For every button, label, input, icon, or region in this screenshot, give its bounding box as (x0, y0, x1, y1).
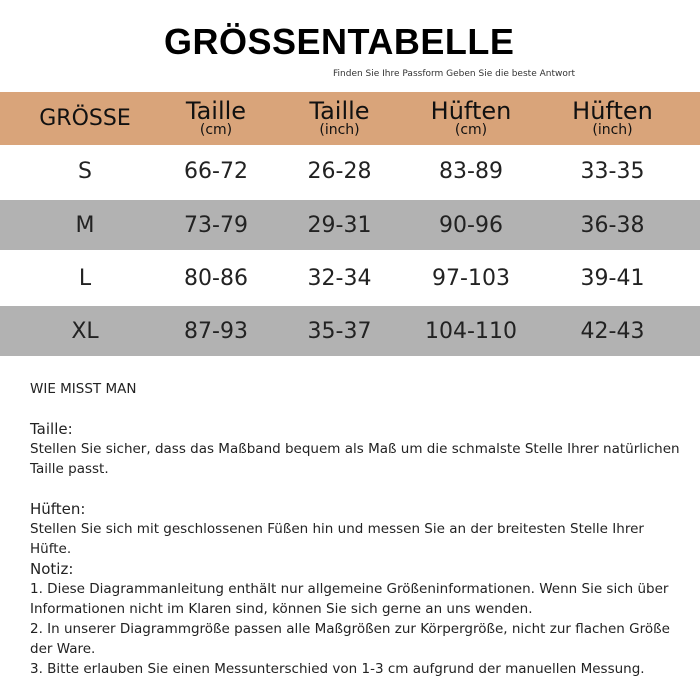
table-row (0, 253, 700, 303)
cell-hip-cm: 97-103 (432, 265, 510, 291)
cell-size: M (75, 212, 95, 238)
table-row (0, 200, 700, 250)
cell-waist-inch: 26-28 (307, 158, 372, 184)
header-hip-cm: Hüften (cm) (430, 97, 512, 138)
cell-waist-inch: 29-31 (307, 212, 372, 238)
page-subtitle: Finden Sie Ihre Passform Geben Sie die beste Antwort (333, 69, 576, 79)
cell-hip-inch: 39-41 (580, 265, 645, 291)
cell-waist-inch: 35-37 (307, 318, 372, 344)
size-table (0, 92, 700, 356)
cell-size: S (78, 158, 92, 184)
cell-hip-cm: 90-96 (439, 212, 503, 238)
note-item: 1. Diese Diagrammanleitung enthält nur allgemeine Größeninformationen. Wenn Sie sich über Informationen nicht im Klaren sind, können Sie sich gerne an uns wenden. (30, 581, 669, 617)
cell-size: L (78, 265, 92, 291)
cell-waist-inch: 32-34 (307, 265, 372, 291)
hip-text: Stellen Sie sich mit geschlossenen Füßen hin und messen Sie an der breitesten Stelle Ihrer Hüfte. (30, 521, 644, 557)
cell-hip-inch: 33-35 (580, 158, 645, 184)
note-item: 2. In unserer Diagrammgröße passen alle Maßgrößen zur Körpergröße, nicht zur flachen Größe der Ware. (30, 621, 670, 657)
cell-waist-cm: 87-93 (184, 318, 248, 344)
table-row (0, 306, 700, 356)
cell-hip-cm: 83-89 (439, 158, 503, 184)
cell-waist-cm: 66-72 (184, 158, 248, 184)
cell-hip-inch: 36-38 (580, 212, 645, 238)
cell-waist-cm: 80-86 (184, 265, 248, 291)
header-waist-cm: Taille (cm) (185, 97, 247, 138)
cell-hip-inch: 42-43 (580, 318, 645, 344)
waist-text: Stellen Sie sicher, dass das Maßband bequem als Maß um die schmalste Stelle Ihrer natürlichen Taille passt. (30, 441, 680, 477)
notes-title: Notiz: (30, 560, 74, 578)
hip-title: Hüften: (30, 500, 86, 518)
measure-heading: WIE MISST MAN (30, 381, 137, 397)
table-row (0, 145, 700, 197)
cell-waist-cm: 73-79 (184, 212, 248, 238)
page-title: GRÖSSENTABELLE (164, 21, 515, 62)
note-item: 3. Bitte erlauben Sie einen Messunterschied von 1-3 cm aufgrund der manuellen Messung. (30, 661, 645, 677)
cell-size: XL (71, 318, 99, 344)
notes-section (30, 559, 680, 679)
cell-hip-cm: 104-110 (425, 318, 517, 344)
waist-section (30, 419, 680, 479)
header-waist-inch: Taille (inch) (309, 97, 370, 138)
waist-title: Taille: (30, 420, 73, 438)
hip-section (30, 499, 680, 559)
header-hip-inch: Hüften (inch) (572, 97, 653, 138)
header-size: GRÖSSE (39, 106, 131, 131)
table-header-row (0, 92, 700, 145)
